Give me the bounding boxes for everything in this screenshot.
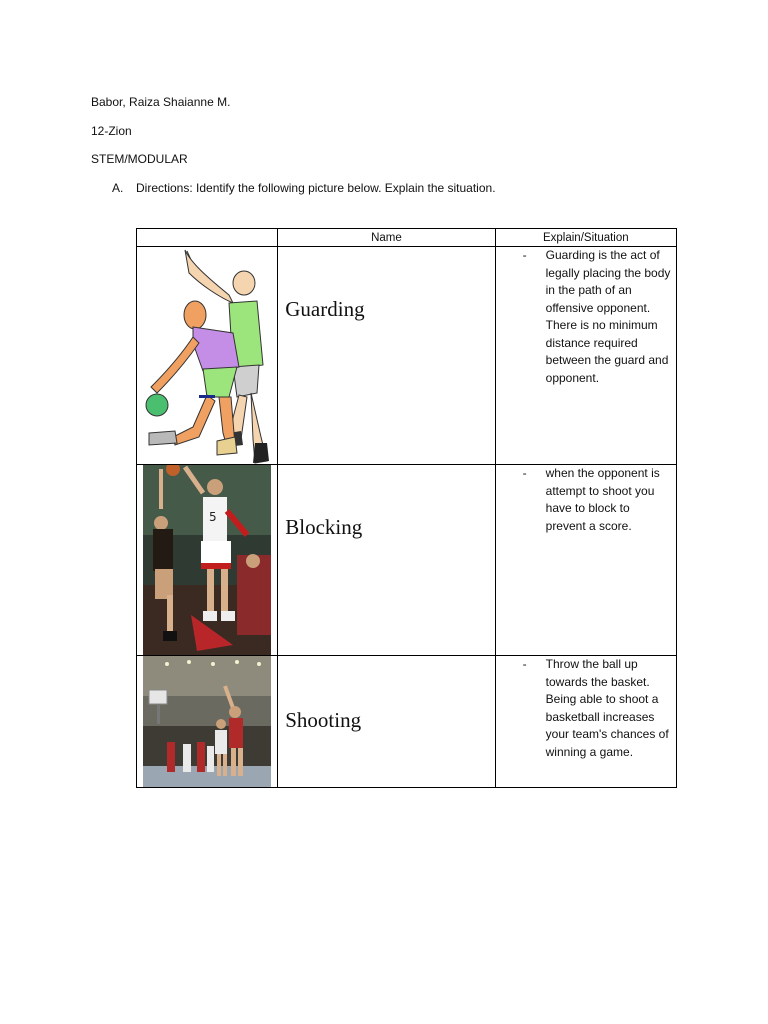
column-header-picture: [137, 229, 278, 247]
picture-cell: [137, 247, 278, 465]
table-header-row: [137, 229, 677, 247]
explanation-cell: [495, 247, 676, 465]
activity-table: [136, 228, 677, 788]
bullet-dash: -: [522, 466, 527, 480]
student-name: Babor, Raiza Shaianne M.: [91, 95, 231, 109]
explanation-cell: [495, 465, 676, 656]
guarding-illustration: [137, 247, 278, 464]
situation-name: Guarding: [285, 297, 365, 321]
student-section: 12-Zion: [91, 124, 132, 138]
picture-cell: [137, 465, 278, 656]
name-cell: [278, 247, 495, 465]
column-header-name: Name: [278, 229, 495, 247]
situation-name: Shooting: [285, 708, 362, 732]
bullet-dash: -: [522, 657, 527, 671]
blocking-photo: [137, 465, 278, 655]
column-header-explain: Explain/Situation: [495, 229, 676, 247]
explanation-text: Throw the ball up towards the basket. Being able to shoot a basketball increases your team's chances of winning a game.: [545, 657, 669, 759]
situation-name: Blocking: [285, 515, 363, 539]
bullet-dash: -: [522, 248, 527, 262]
directions-text: Directions: Identify the following picture below. Explain the situation.: [136, 181, 496, 195]
explanation-cell: [495, 656, 676, 788]
student-strand: STEM/MODULAR: [91, 152, 188, 166]
name-cell: [278, 465, 495, 656]
name-cell: [278, 656, 495, 788]
table-row: [137, 247, 677, 465]
directions-marker: A.: [112, 181, 124, 195]
table-row: [137, 465, 677, 656]
directions: [112, 181, 496, 195]
explanation-text: Guarding is the act of legally placing the body in the path of an offensive opponent. There is no minimum distance required between the guard and opponent.: [545, 248, 671, 385]
explanation-text: when the opponent is attempt to shoot you have to block to prevent a score.: [545, 466, 660, 533]
shooting-photo: [137, 656, 278, 787]
table-row: [137, 656, 677, 788]
svg-text:5: 5: [209, 510, 217, 524]
picture-cell: [137, 656, 278, 788]
